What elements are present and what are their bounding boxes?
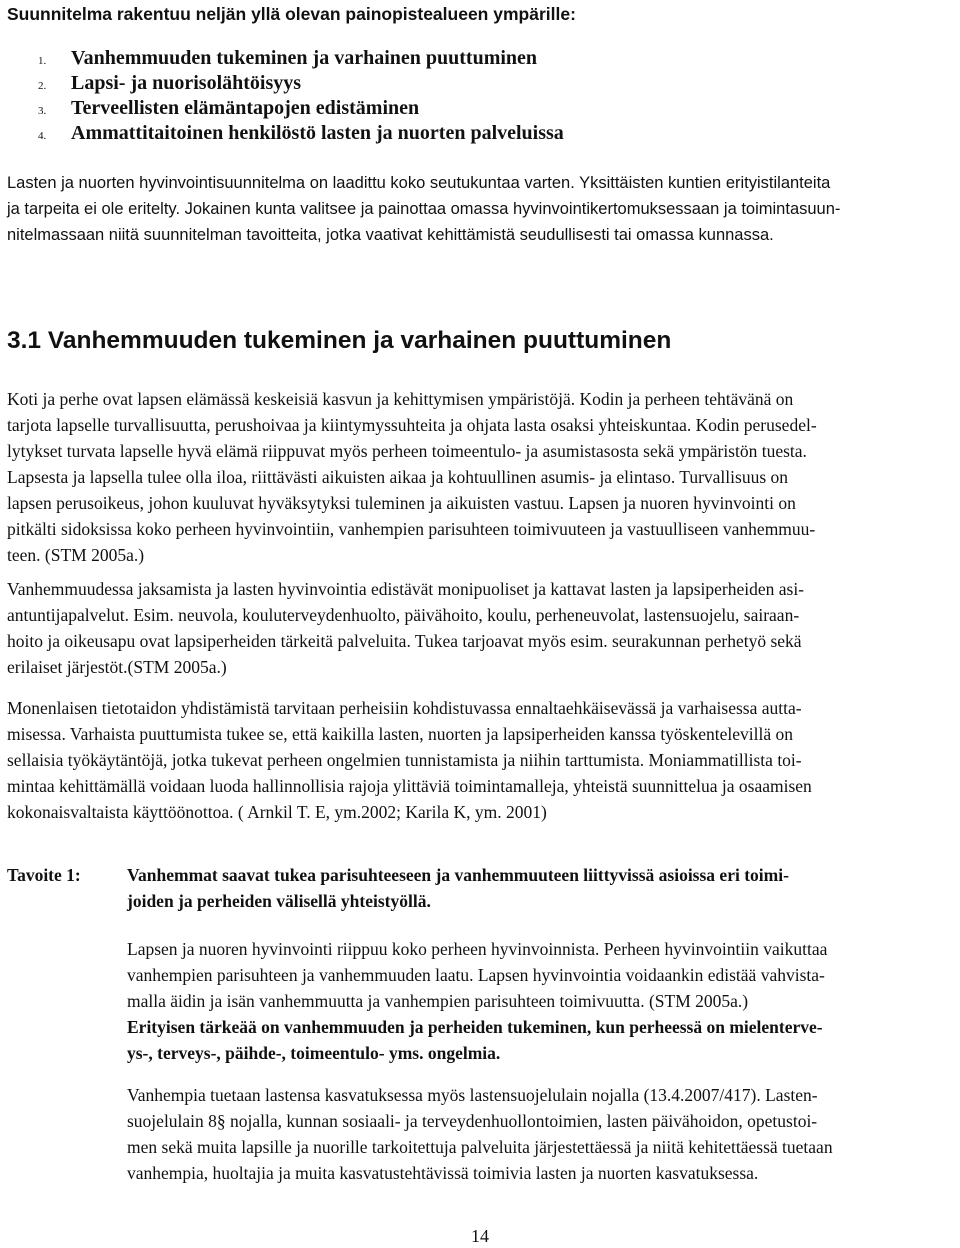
focus-area-number: 3. xyxy=(38,105,47,117)
text-line: vanhempia, huoltajia ja muita kasvatustehtävissä toimivia lasten ja nuorten kasvatuksessa. xyxy=(127,1163,759,1183)
text-line: erilaiset järjestöt.(STM 2005a.) xyxy=(7,657,227,677)
text-line: lapsen perusoikeus, johon kuuluvat hyväksytyksi tuleminen ja aikuisten vastuu. Lapsen ja nuoren hyvinvointi on xyxy=(7,493,796,513)
text-line: Koti ja perhe ovat lapsen elämässä keskeisiä kasvun ja kehittymisen ympäristöjä. Kodin ja perheen tehtävänä on xyxy=(7,389,794,409)
text-line: hoito ja oikeusapu ovat lapsiperheiden tärkeitä palveluita. Tukea tarjoavat myös esim. seurakunnan perhetyö sekä xyxy=(7,631,802,651)
text-line: kokonaisvaltaista käyttöönottoa. ( Arnkil T. E, ym.2002; Karila K, ym. 2001) xyxy=(7,802,547,822)
text-line: mintaa kehittämällä voidaan luoda hallinnollisia rajoja ylittäviä toimintamalleja, yhteistä suunnittelua ja osaamisen xyxy=(7,776,812,796)
text-line: Lapsen ja nuoren hyvinvointi riippuu koko perheen hyvinvoinnista. Perheen hyvinvointiin vaikuttaa xyxy=(127,939,828,959)
goal-body xyxy=(127,936,959,1014)
text-line: Erityisen tärkeää on vanhemmuuden ja perheiden tukeminen, kun perheessä on mielenterve- xyxy=(127,1017,823,1037)
focus-area-list xyxy=(38,46,564,146)
text-line: Lapsesta ja lapsella tulee olla iloa, riittävästi aikuisten aikaa ja kohtuullinen asumis- ja elintaso. Turvallisuus on xyxy=(7,467,789,487)
text-line: Lasten ja nuorten hyvinvointisuunnitelma on laadittu koko seutukuntaa varten. Yksittäisten kuntien erityistilanteita xyxy=(7,174,831,192)
focus-area-number: 1. xyxy=(38,55,47,67)
text-line: suojelulain 8§ nojalla, kunnan sosiaali- ja terveydenhuollontoimien, lasten päivähoidon, opetustoi- xyxy=(127,1111,818,1131)
focus-area-text: Ammattitaitoinen henkilöstö lasten ja nuorten palveluissa xyxy=(71,122,564,144)
focus-area-text: Terveellisten elämäntapojen edistäminen xyxy=(71,97,420,119)
focus-area-number: 4. xyxy=(38,130,47,142)
text-line: Vanhempia tuetaan lastensa kasvatuksessa myös lastensuojelulain nojalla (13.4.2007/417). Lasten- xyxy=(127,1085,818,1105)
focus-area-item xyxy=(38,96,564,121)
section-heading: 3.1 Vanhemmuuden tukeminen ja varhainen puuttuminen xyxy=(7,327,672,354)
text-line: Vanhemmuudessa jaksamista ja lasten hyvinvointia edistävät monipuoliset ja kattavat lasten ja lapsiperheiden asi- xyxy=(7,579,805,599)
text-line: malla äidin ja isän vanhemmuutta ja vanhempien parisuhteen toimivuutta. (STM 2005a.) xyxy=(127,991,749,1011)
text-line: ja tarpeita ei ole eritelty. Jokainen kunta valitsee ja painottaa omassa hyvinvointikertomuksessaan ja toimintasuun- xyxy=(7,200,841,218)
goal-law-paragraph xyxy=(127,1082,959,1186)
text-line: antuntijapalvelut. Esim. neuvola, kouluterveydenhuolto, päivähoito, koulu, perheneuvolat, lastensuojelu, sairaan- xyxy=(7,605,800,625)
goal-label: Tavoite 1: xyxy=(7,865,81,885)
text-line: vanhempien parisuhteen ja vanhemmuuden laatu. Lapsen hyvinvointia voidaankin edistää vahvista- xyxy=(127,965,825,985)
text-line: lytykset turvata lapselle hyvä elämä riippuvat myös perheen toimeentulo- ja asumistasosta sekä ympäristön tuesta. xyxy=(7,441,807,461)
text-line: ys-, terveys-, päihde-, toimeentulo- yms. ongelmia. xyxy=(127,1043,501,1063)
text-line: misessa. Varhaista puuttumista tukee se, että kaikilla lasten, nuorten ja lapsiperheiden kanssa työskentelevillä on xyxy=(7,724,793,744)
focus-area-item xyxy=(38,46,564,71)
paragraph-services xyxy=(7,576,959,680)
focus-area-text: Vanhemmuuden tukeminen ja varhainen puuttuminen xyxy=(71,47,538,69)
text-line: pitkälti sidoksissa koko perheen hyvinvointiin, vanhempien parisuhteen toimivuuteen ja vastuulliseen vanhemmuu- xyxy=(7,519,816,539)
intro-heading: Suunnitelma rakentuu neljän yllä olevan painopistealueen ympärille: xyxy=(7,4,576,24)
focus-area-item xyxy=(38,71,564,96)
goal-emphasis xyxy=(127,1014,959,1066)
focus-area-item xyxy=(38,121,564,146)
page-number: 14 xyxy=(471,1226,489,1246)
paragraph-early-intervention xyxy=(7,695,959,825)
text-line: Monenlaisen tietotaidon yhdistämistä tarvitaan perheisiin kohdistuvassa ennaltaehkäisevässä ja varhaisessa autta- xyxy=(7,698,802,718)
goal-title xyxy=(127,862,959,914)
text-line: joiden ja perheiden välisellä yhteistyöllä. xyxy=(127,891,431,911)
plan-paragraph xyxy=(7,170,959,248)
paragraph-family-environment xyxy=(7,386,959,568)
focus-area-number: 2. xyxy=(38,80,47,92)
text-line: teen. (STM 2005a.) xyxy=(7,545,145,565)
text-line: men sekä muita lapsille ja nuorille tarkoitettuja palveluita järjestettäessä ja niitä kehitettäessä tuetaan xyxy=(127,1137,833,1157)
focus-area-text: Lapsi- ja nuorisolähtöisyys xyxy=(71,72,302,94)
text-line: tarjota lapselle turvallisuutta, perushoivaa ja kiintymyssuhteita ja ohjata lasta osaksi yhteiskuntaa. Kodin perusedel- xyxy=(7,415,817,435)
text-line: sellaisia työkäytäntöjä, jotka tukevat perheen ongelmien tunnistamista ja niihin tarttumista. Moniammatillista toi- xyxy=(7,750,802,770)
text-line: nitelmassaan niitä suunnitelman tavoitteita, jotka vaativat kehittämistä seudullisesti tai omassa kunnassa. xyxy=(7,226,774,244)
text-line: Vanhemmat saavat tukea parisuhteeseen ja vanhemmuuteen liittyvissä asioissa eri toimi- xyxy=(127,865,789,885)
